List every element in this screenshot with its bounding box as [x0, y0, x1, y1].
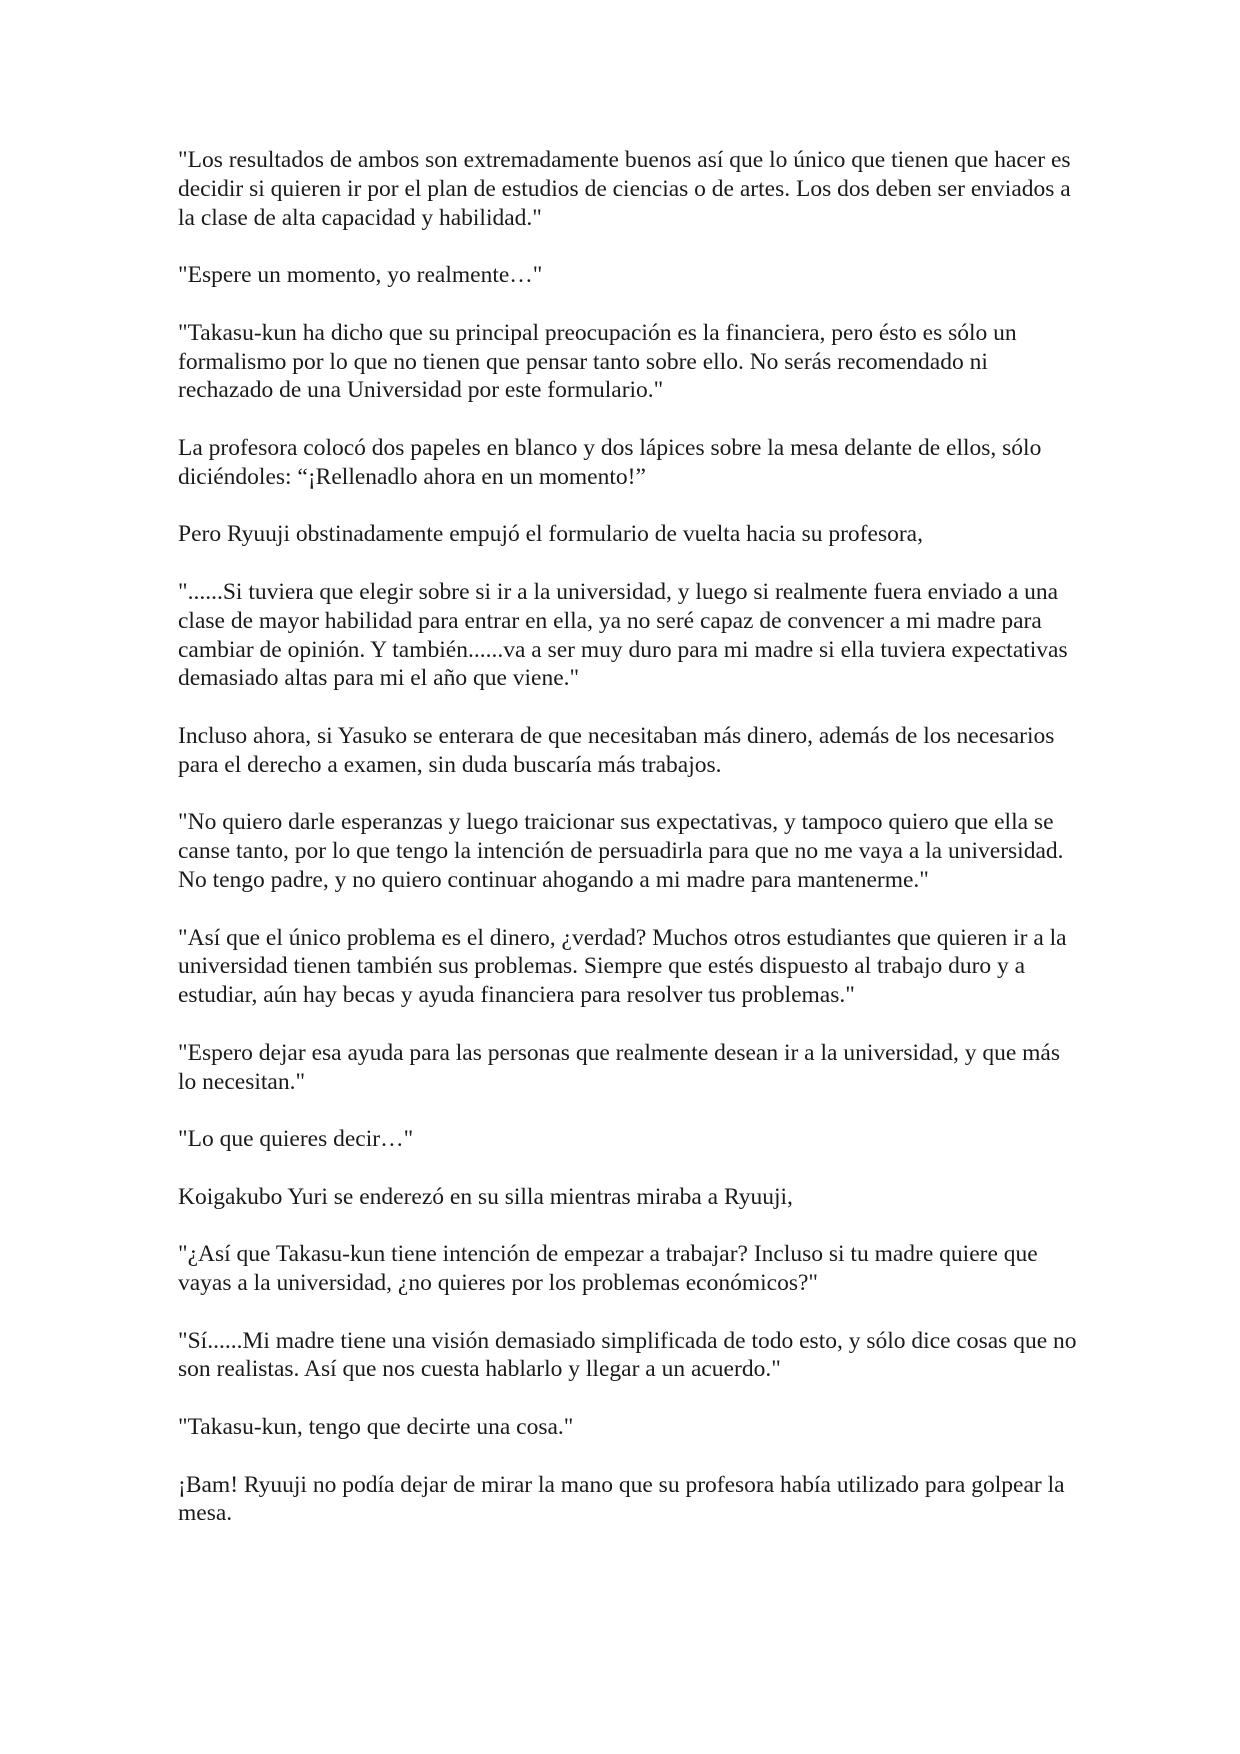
paragraph-1: "Los resultados de ambos son extremadamente buenos así que lo único que tienen que hacer es decidir si quieren ir por el plan de estudios de ciencias o de artes. Los dos deben ser enviados a la clase de alta capacidad y habilidad." [178, 147, 1071, 231]
paragraph-2: "Espere un momento, yo realmente…" [178, 262, 543, 289]
paragraph-5: Pero Ryuuji obstinadamente empujó el formulario de vuelta hacia su profesora, [178, 521, 923, 548]
document-body [178, 146, 1078, 1557]
paragraph-13: "¿Así que Takasu-kun tiene intención de empezar a trabajar? Incluso si tu madre quiere que vayas a la universidad, ¿no quieres por los problemas económicos?" [178, 1241, 1038, 1297]
paragraph-4: La profesora colocó dos papeles en blanco y dos lápices sobre la mesa delante de ellos, sólo diciéndoles: “¡Rellenadlo ahora en un momento!” [178, 434, 1042, 490]
paragraph-14: "Sí......Mi madre tiene una visión demasiado simplificada de todo esto, y sólo dice cosas que no son realistas. Así que nos cuesta hablarlo y llegar a un acuerdo." [178, 1327, 1077, 1383]
paragraph-6: "......Si tuviera que elegir sobre si ir a la universidad, y luego si realmente fuera enviado a una clase de mayor habilidad para entrar en ella, ya no seré capaz de convencer a mi madre para cambiar de opinión. Y también......va a ser muy duro para mi madre si ella tuviera expectativas demasiado altas para mi el año que viene." [178, 578, 1068, 692]
paragraph-7: Incluso ahora, si Yasuko se enterara de que necesitaban más dinero, además de los necesarios para el derecho a examen, sin duda buscaría más trabajos. [178, 722, 1055, 778]
paragraph-16: ¡Bam! Ryuuji no podía dejar de mirar la mano que su profesora había utilizado para golpear la mesa. [178, 1471, 1065, 1527]
paragraph-3: "Takasu-kun ha dicho que su principal preocupación es la financiera, pero ésto es sólo un formalismo por lo que no tienen que pensar tanto sobre ello. No serás recomendado ni rechazado de una Universidad por este formulario." [178, 319, 1017, 404]
paragraph-9: "Así que el único problema es el dinero, ¿verdad? Muchos otros estudiantes que quieren ir a la universidad tienen también sus problemas. Siempre que estés dispuesto al trabajo duro y a estudiar, aún hay becas y ayuda financiera para resolver tus problemas." [178, 924, 1067, 1009]
paragraph-10: "Espero dejar esa ayuda para las personas que realmente desean ir a la universidad, y que más lo necesitan." [178, 1039, 1060, 1095]
paragraph-11: "Lo que quieres decir…" [178, 1126, 414, 1153]
paragraph-8: "No quiero darle esperanzas y luego traicionar sus expectativas, y tampoco quiero que ella se canse tanto, por lo que tengo la intención de persuadirla para que no me vaya a la universidad. No tengo padre, y no quiero continuar ahogando a mi madre para mantenerme." [178, 809, 1064, 893]
paragraph-15: "Takasu-kun, tengo que decirte una cosa." [178, 1414, 574, 1441]
paragraph-12: Koigakubo Yuri se enderezó en su silla mientras miraba a Ryuuji, [178, 1183, 793, 1210]
